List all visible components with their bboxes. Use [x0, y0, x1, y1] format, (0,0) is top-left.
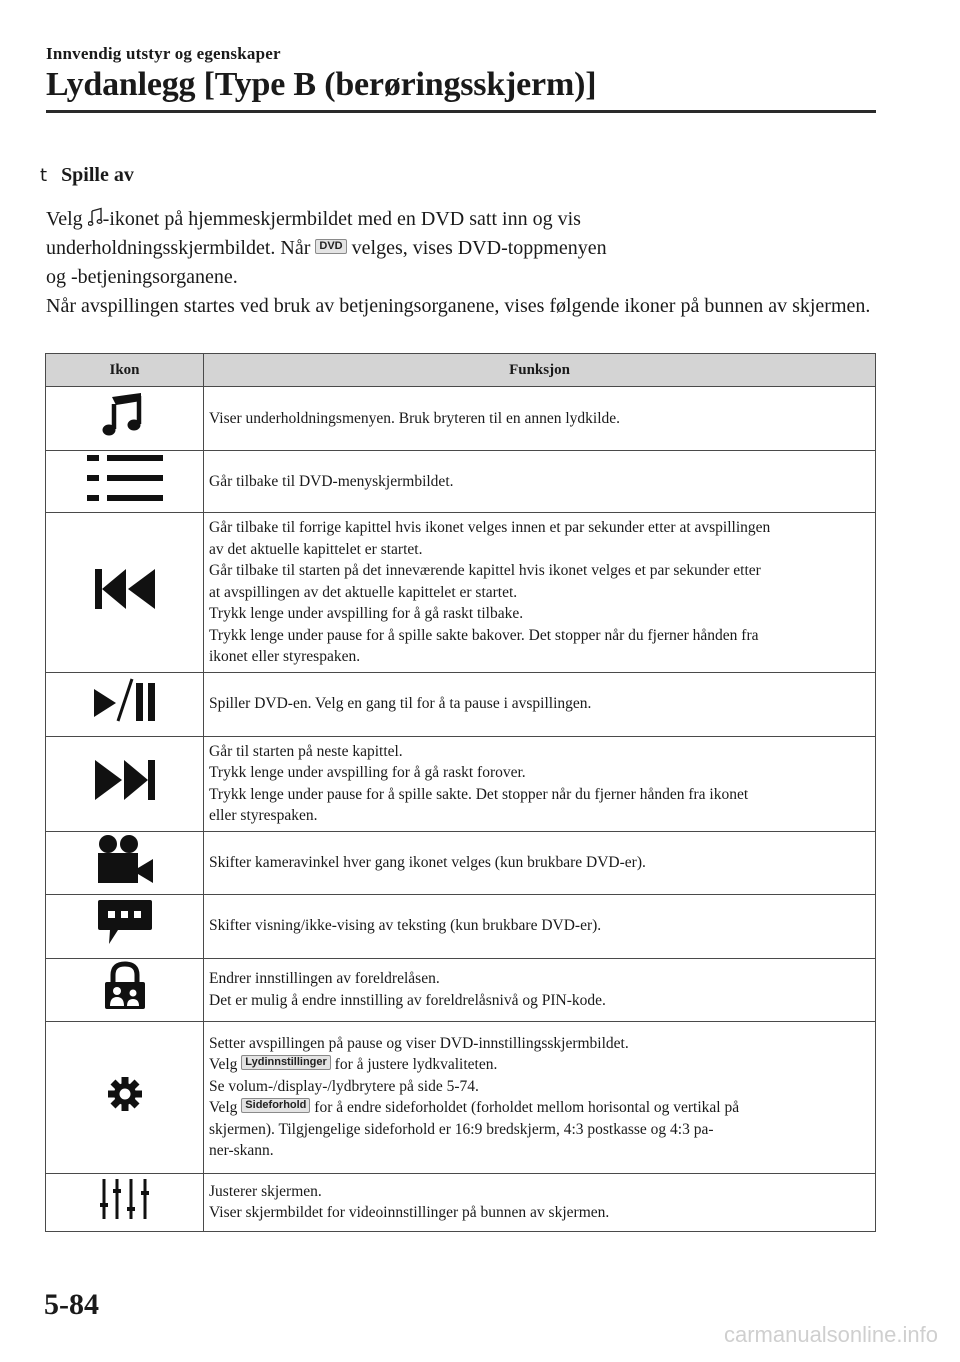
- function-cell: [204, 736, 876, 831]
- intro-paragraph-2: Når avspillingen startes ved bruk av betjeningsorganene, vises følgende ikoner på bunnen av skjermen.: [46, 295, 871, 317]
- function-text-part: Velg: [209, 1099, 242, 1116]
- function-line: [209, 1054, 871, 1076]
- function-line: Trykk lenge under pause for å spille sakte bakover. Det stopper når du fjerner hånden fra: [209, 626, 759, 644]
- intro-text-part: og -betjeningsorganene.: [46, 266, 238, 288]
- music-note-inline-icon: [88, 207, 103, 227]
- function-cell: [204, 894, 876, 958]
- table-row: [46, 831, 876, 894]
- function-line: ikonet eller styrespaken.: [209, 648, 361, 665]
- function-line: Spiller DVD-en. Velg en gang til for å ta pause i avspillingen.: [209, 695, 592, 713]
- icon-cell: [46, 1021, 204, 1173]
- icon-column-header: Ikon: [46, 354, 204, 387]
- intro-text-part: underholdningsskjermbildet. Når: [46, 237, 316, 259]
- settings-gear-icon: [107, 1076, 143, 1112]
- table-row: [46, 1173, 876, 1231]
- intro-text-part: -ikonet på hjemmeskjermbildet med en DVD satt inn og vis: [102, 208, 581, 230]
- function-line: Viser skjermbildet for videoinnstillinger på bunnen av skjermen.: [209, 1204, 610, 1221]
- function-line: Går til starten på neste kapittel.: [209, 742, 403, 760]
- function-line: Skifter kameravinkel hver gang ikonet velges (kun brukbare DVD-er).: [209, 853, 646, 871]
- function-text-part: Velg: [209, 1056, 242, 1073]
- function-text-part: for å endre sideforholdet (forholdet mellom horisontal og vertikal på: [310, 1099, 740, 1116]
- table-header-row: [46, 354, 876, 387]
- function-line: ner-skann.: [209, 1142, 274, 1159]
- page-header: [46, 44, 876, 104]
- function-cell: [204, 672, 876, 736]
- function-cell: [204, 831, 876, 894]
- intro-text: [46, 205, 886, 321]
- function-cell: [204, 513, 876, 673]
- table-row: [46, 1021, 876, 1173]
- function-cell: [204, 1021, 876, 1173]
- function-cell: [204, 451, 876, 513]
- function-line: Setter avspillingen på pause og viser DVD-innstillingsskjermbildet.: [209, 1034, 629, 1052]
- icon-cell: [46, 736, 204, 831]
- icon-cell: [46, 451, 204, 513]
- function-line: Det er mulig å endre innstilling av foreldrelåsnivå og PIN-kode.: [209, 991, 606, 1009]
- icon-cell: [46, 894, 204, 958]
- section-title: Spille av: [61, 164, 134, 186]
- function-line: at avspillingen av det aktuelle kapittelet er startet.: [209, 583, 518, 601]
- music-note-icon: [100, 391, 150, 439]
- function-cell: [204, 387, 876, 451]
- icon-cell: [46, 387, 204, 451]
- function-line: Skifter visning/ikke-vising av teksting (kun brukbare DVD-er).: [209, 917, 602, 935]
- function-line: eller styrespaken.: [209, 807, 318, 824]
- function-line: Viser underholdningsmenyen. Bruk bryteren til en annen lydkilde.: [209, 409, 621, 427]
- intro-text-part: Velg: [46, 208, 88, 230]
- function-cell: [204, 1173, 876, 1231]
- aspect-ratio-button-label: Sideforhold: [241, 1098, 310, 1113]
- page-title: Lydanlegg [Type B (berøringsskjerm)]: [46, 66, 597, 103]
- dvd-button-label: DVD: [315, 239, 346, 254]
- parental-lock-icon: [102, 961, 148, 1011]
- icon-cell: [46, 672, 204, 736]
- video-adjust-icon: [100, 1177, 150, 1221]
- table-row: [46, 894, 876, 958]
- table-row: [46, 672, 876, 736]
- function-line: Se volum-/display-/lydbrytere på side 5-74.: [209, 1077, 479, 1095]
- icon-cell: [46, 1173, 204, 1231]
- camera-angle-icon: [95, 833, 155, 885]
- chapter-title: Innvendig utstyr og egenskaper: [46, 44, 281, 63]
- icon-cell: [46, 513, 204, 673]
- menu-list-icon: [85, 453, 165, 503]
- function-line: [209, 1097, 871, 1119]
- intro-text-part: velges, vises DVD-toppmenyen: [346, 237, 607, 259]
- table-row: [46, 958, 876, 1021]
- function-line: Endrer innstillingen av foreldrelåsen.: [209, 970, 440, 987]
- function-line: Trykk lenge under avspilling for å gå raskt tilbake.: [209, 605, 524, 622]
- function-line: Trykk lenge under pause for å spille sakte. Det stopper når du fjerner hånden fra ikonet: [209, 785, 749, 803]
- header-rule: [46, 110, 876, 113]
- previous-chapter-icon: [93, 567, 157, 611]
- play-pause-icon: [92, 677, 158, 725]
- function-line: Går tilbake til starten på det inneværende kapittel hvis ikonet velges et par sekunder etter: [209, 562, 761, 579]
- sound-settings-button-label: Lydinnstillinger: [241, 1055, 331, 1070]
- intro-paragraph-1: [46, 205, 886, 292]
- function-line: skjermen). Tilgjengelige sideforhold er 16:9 bredskjerm, 4:3 postkasse og 4:3 pa-: [209, 1120, 714, 1138]
- section-marker: t: [40, 165, 48, 186]
- icon-cell: [46, 958, 204, 1021]
- function-cell: [204, 958, 876, 1021]
- subtitle-icon: [96, 898, 154, 948]
- function-line: Går tilbake til DVD-menyskjermbildet.: [209, 472, 454, 490]
- section-heading: [40, 164, 134, 187]
- next-chapter-icon: [93, 758, 157, 802]
- function-text-part: for å justere lydkvaliteten.: [330, 1056, 498, 1073]
- function-line: av det aktuelle kapittelet er startet.: [209, 540, 423, 558]
- table-row: [46, 736, 876, 831]
- table-row: [46, 513, 876, 673]
- function-line: Trykk lenge under avspilling for å gå raskt forover.: [209, 764, 526, 781]
- function-line: Justerer skjermen.: [209, 1182, 322, 1200]
- page-number: 5-84: [44, 1288, 99, 1321]
- icon-function-table: [45, 353, 876, 1232]
- function-column-header: Funksjon: [204, 354, 876, 387]
- icon-cell: [46, 831, 204, 894]
- watermark: carmanualsonline.info: [723, 1322, 938, 1347]
- function-line: Går tilbake til forrige kapittel hvis ikonet velges innen et par sekunder etter at avspillingen: [209, 519, 771, 536]
- table-row: [46, 451, 876, 513]
- table-row: [46, 387, 876, 451]
